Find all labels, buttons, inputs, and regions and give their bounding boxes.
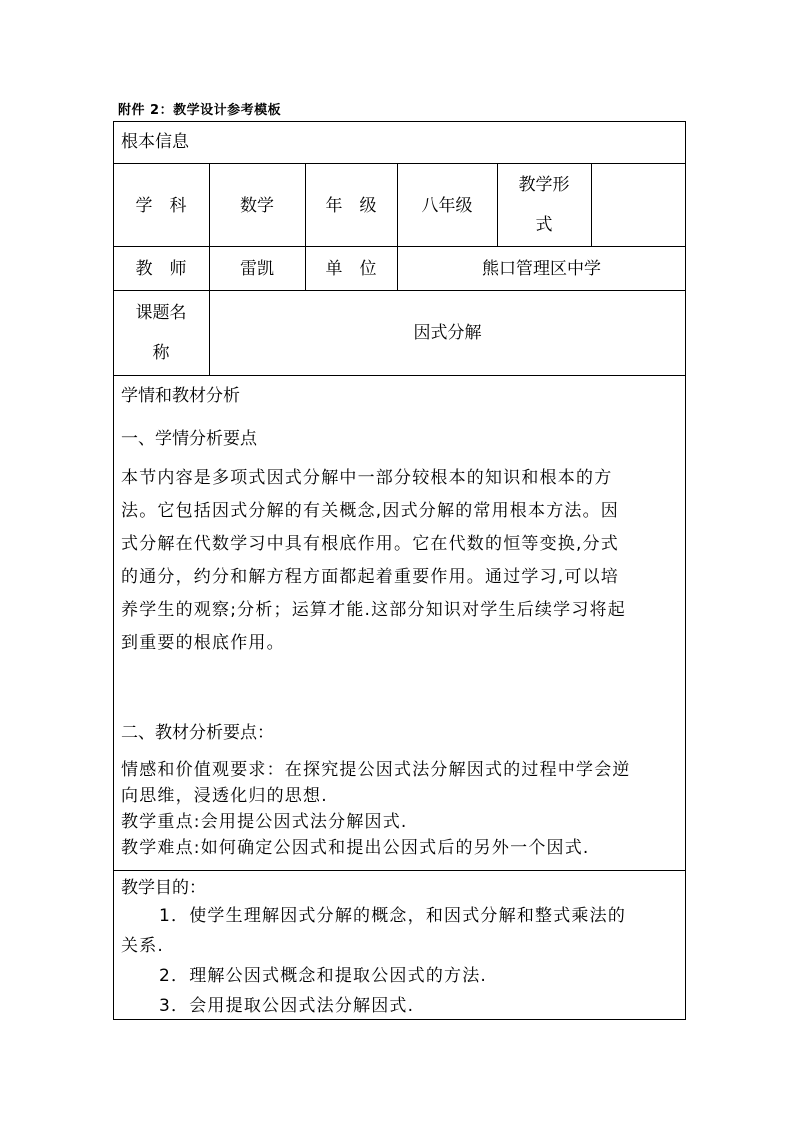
row-divider [113, 246, 686, 247]
value-unit: 熊口管理区中学 [482, 259, 601, 279]
attachment-title: 附件 2：教学设计参考模板 [118, 103, 282, 118]
paragraph-line: 养学生的观察;分析；运算才能.这部分知识对学生后续学习将起 [121, 600, 626, 620]
paragraph-line: 的通分，约分和解方程方面都起着重要作用。通过学习,可以培 [121, 567, 620, 587]
value-teacher: 雷凯 [240, 259, 274, 279]
paragraph-line: 本节内容是多项式因式分解中一部分较根本的知识和根本的方 [121, 468, 613, 488]
paragraph-line: 情感和价值观要求：在探究提公因式法分解因式的过程中学会逆 [121, 760, 631, 780]
row-divider [113, 870, 686, 871]
label-teacher: 教 师 [135, 259, 187, 279]
objective-item: 2．理解公因式概念和提取公因式的方法. [159, 966, 488, 986]
label-unit: 单 位 [325, 259, 377, 279]
label-topic-line2: 称 [152, 343, 170, 363]
objective-item-continued: 关系. [121, 936, 165, 956]
label-grade: 年 级 [325, 196, 377, 216]
paragraph-line: 向思维，浸透化归的思想. [121, 786, 328, 806]
paragraph-line: 法。它包括因式分解的有关概念,因式分解的常用根本方法。因 [121, 501, 620, 521]
value-topic: 因式分解 [413, 323, 482, 343]
paragraph-line: 教学重点:会用提公因式法分解因式. [121, 812, 408, 832]
section-basic-info: 根本信息 [121, 132, 189, 152]
value-grade: 八年级 [421, 196, 473, 216]
row-divider [113, 163, 686, 164]
paragraph-line: 式分解在代数学习中具有根底作用。它在代数的恒等变换,分式 [121, 534, 620, 554]
label-subject: 学 科 [135, 196, 187, 216]
column-divider [591, 163, 592, 246]
row-divider [113, 375, 686, 376]
analysis-paragraph-1 [121, 462, 681, 660]
paragraph-line: 教学难点:如何确定公因式和提出公因式后的另外一个因式. [121, 838, 590, 858]
row-divider [113, 290, 686, 291]
analysis-heading: 学情和教材分析 [121, 386, 240, 406]
analysis-paragraph-2 [121, 757, 681, 861]
paragraph-line: 到重要的根底作用。 [121, 633, 285, 653]
value-subject: 数学 [240, 196, 274, 216]
label-form-line1: 教学形 [518, 175, 570, 195]
objectives-heading: 教学目的： [121, 878, 206, 898]
objective-item: 3．会用提取公因式法分解因式. [159, 996, 415, 1016]
label-topic-line1: 课题名 [135, 303, 187, 323]
objective-item: 1．使学生理解因式分解的概念，和因式分解和整式乘法的 [159, 906, 627, 926]
analysis-sub1: 一、学情分析要点 [121, 429, 257, 449]
label-form-line2: 式 [535, 215, 553, 235]
objectives-list [121, 901, 681, 1021]
analysis-sub2: 二、教材分析要点： [121, 723, 274, 743]
